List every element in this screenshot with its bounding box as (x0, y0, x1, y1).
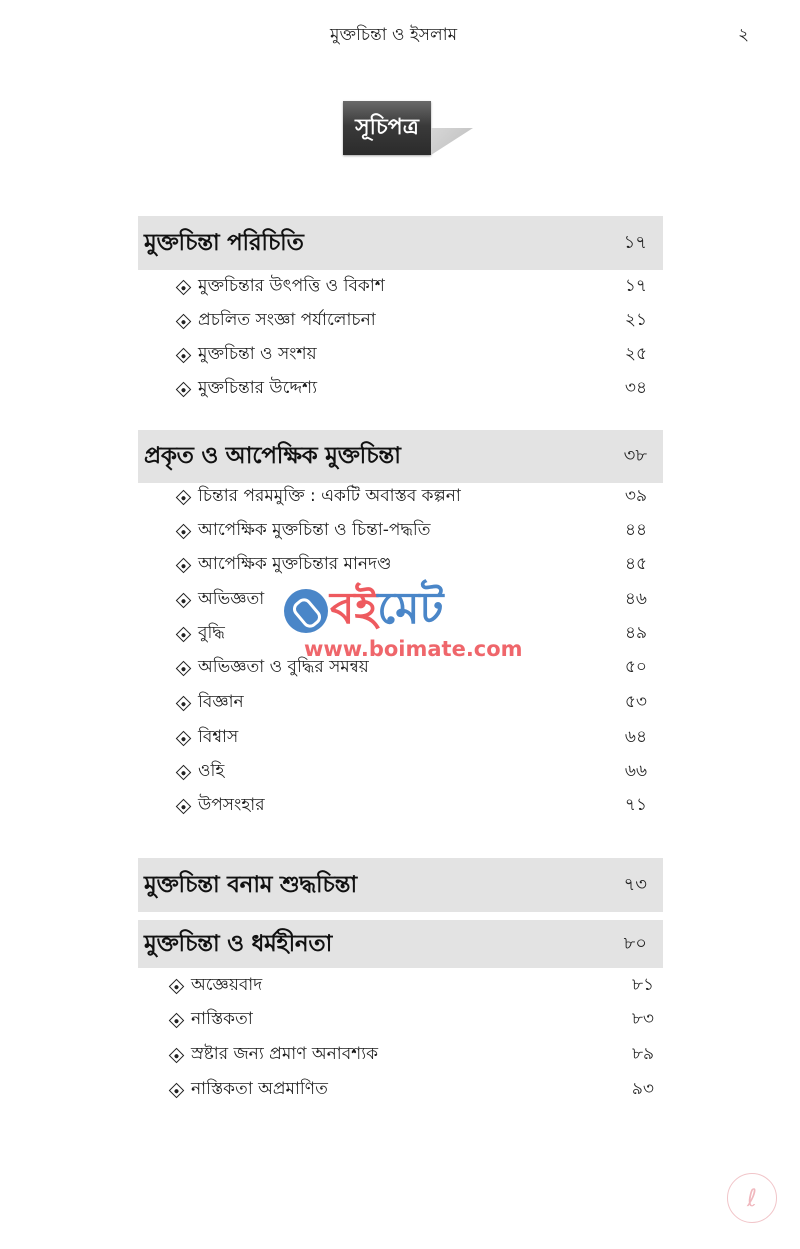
item-title: মুক্তচিন্তা ও সংশয় (198, 344, 317, 364)
item-page-number: ৪৯ (624, 623, 647, 643)
toc-item[interactable] (175, 791, 647, 821)
item-title: আপেক্ষিক মুক্তচিন্তার মানদণ্ড (198, 554, 392, 574)
item-page-number: ২১ (624, 310, 647, 330)
diamond-bullet-icon (176, 660, 192, 676)
watermark-logo-red: বই (330, 583, 378, 634)
item-title: বিজ্ঞান (198, 692, 244, 712)
toc-item[interactable] (175, 340, 647, 370)
item-page-number: ৩৪ (624, 378, 647, 398)
item-page-number: ৫৩ (624, 692, 647, 712)
corner-logo-glyph: ℓ (747, 1184, 757, 1212)
item-page-number: ৬৪ (624, 727, 647, 747)
toc-item[interactable] (175, 482, 647, 512)
item-title: বিশ্বাস (198, 727, 239, 747)
section-title: মুক্তচিন্তা ও ধর্মহীনতা (144, 929, 332, 957)
item-title: নাস্তিকতা (191, 1009, 253, 1029)
toc-heading: সূচিপত্র (343, 101, 431, 155)
item-title: উপসংহার (198, 795, 265, 815)
section-page-number: ৭৩ (623, 873, 647, 895)
item-title: মুক্তচিন্তার উদ্দেশ্য (198, 378, 318, 398)
item-page-number: ২৫ (624, 344, 647, 364)
diamond-bullet-icon (176, 489, 192, 505)
item-title: প্রচলিত সংজ্ঞা পর্যালোচনা (198, 310, 376, 330)
toc-item[interactable] (175, 585, 647, 615)
item-page-number: ৮১ (631, 975, 654, 995)
watermark-logo-blue: মেট (377, 583, 444, 634)
section-page-number: ৩৮ (623, 445, 647, 466)
item-page-number: ৪৫ (624, 554, 647, 574)
item-page-number: ৪৪ (624, 520, 647, 540)
toc-item[interactable] (168, 1040, 654, 1070)
toc-item[interactable] (175, 516, 647, 546)
running-header (0, 22, 800, 52)
diamond-bullet-icon (176, 626, 192, 642)
diamond-bullet-icon (176, 764, 192, 780)
item-title: অজ্ঞেয়বাদ (191, 975, 263, 995)
item-title: অভিজ্ঞতা (198, 589, 265, 609)
toc-item[interactable] (175, 374, 647, 404)
diamond-bullet-icon (176, 730, 192, 746)
feather-pen-icon (727, 1173, 777, 1223)
item-page-number: ৯৩ (631, 1079, 654, 1099)
badge-shadow-tail (431, 128, 473, 155)
diamond-bullet-icon (176, 798, 192, 814)
section-title: মুক্তচিন্তা পরিচিতি (144, 228, 304, 256)
item-title: স্রষ্টার জন্য প্রমাণ অনাবশ্যক (191, 1044, 379, 1064)
toc-item[interactable] (175, 653, 647, 683)
item-page-number: ৫০ (624, 657, 647, 677)
book-title: মুক্তচিন্তা ও ইসলাম (330, 25, 458, 45)
diamond-bullet-icon (176, 695, 192, 711)
item-title: বুদ্ধি (198, 623, 225, 643)
toc-item[interactable] (175, 306, 647, 336)
section-page-number: ৮০ (623, 932, 647, 954)
toc-item[interactable] (175, 723, 647, 753)
toc-item[interactable] (168, 971, 654, 1001)
toc-item[interactable] (175, 688, 647, 718)
toc-section-1[interactable] (138, 216, 663, 270)
toc-section-3[interactable] (138, 858, 663, 912)
diamond-bullet-icon (169, 1012, 185, 1028)
diamond-bullet-icon (176, 381, 192, 397)
item-title: চিন্তার পরমমুক্তি : একটি অবাস্তব কল্পনা (198, 486, 461, 506)
item-page-number: ৪৬ (624, 589, 647, 609)
toc-item[interactable] (168, 1005, 654, 1035)
item-title: অভিজ্ঞতা ও বুদ্ধির সমন্বয় (198, 657, 369, 677)
toc-item[interactable] (175, 757, 647, 787)
section-title: মুক্তচিন্তা বনাম শুদ্ধচিন্তা (144, 870, 357, 898)
item-page-number: ১৭ (624, 276, 647, 296)
item-title: আপেক্ষিক মুক্তচিন্তা ও চিন্তা-পদ্ধতি (198, 520, 431, 540)
item-page-number: ৩৯ (624, 486, 647, 506)
section-title: প্রকৃত ও আপেক্ষিক মুক্তচিন্তা (144, 442, 401, 469)
item-page-number: ৮৯ (631, 1044, 654, 1064)
diamond-bullet-icon (169, 1082, 185, 1098)
toc-heading-badge (343, 101, 478, 157)
diamond-bullet-icon (176, 313, 192, 329)
toc-item[interactable] (175, 272, 647, 302)
toc-section-4[interactable] (138, 920, 663, 968)
diamond-bullet-icon (169, 1047, 185, 1063)
item-title: নাস্তিকতা অপ্রমাণিত (191, 1079, 328, 1099)
item-page-number: ৮৩ (631, 1009, 654, 1029)
item-title: মুক্তচিন্তার উৎপত্তি ও বিকাশ (198, 276, 385, 296)
diamond-bullet-icon (176, 592, 192, 608)
diamond-bullet-icon (176, 279, 192, 295)
section-page-number: ১৭ (623, 231, 647, 253)
item-title: ওহি (198, 761, 225, 781)
diamond-bullet-icon (176, 347, 192, 363)
page-number: ২ (738, 25, 750, 45)
toc-item[interactable] (168, 1075, 654, 1105)
diamond-bullet-icon (169, 978, 185, 994)
watermark-url: www.boimate.com (304, 637, 523, 661)
diamond-bullet-icon (176, 557, 192, 573)
toc-section-2[interactable] (138, 430, 663, 483)
diamond-bullet-icon (176, 523, 192, 539)
toc-item[interactable] (175, 619, 647, 649)
toc-item[interactable] (175, 550, 647, 580)
item-page-number: ৬৬ (624, 761, 647, 781)
item-page-number: ৭১ (624, 795, 647, 815)
